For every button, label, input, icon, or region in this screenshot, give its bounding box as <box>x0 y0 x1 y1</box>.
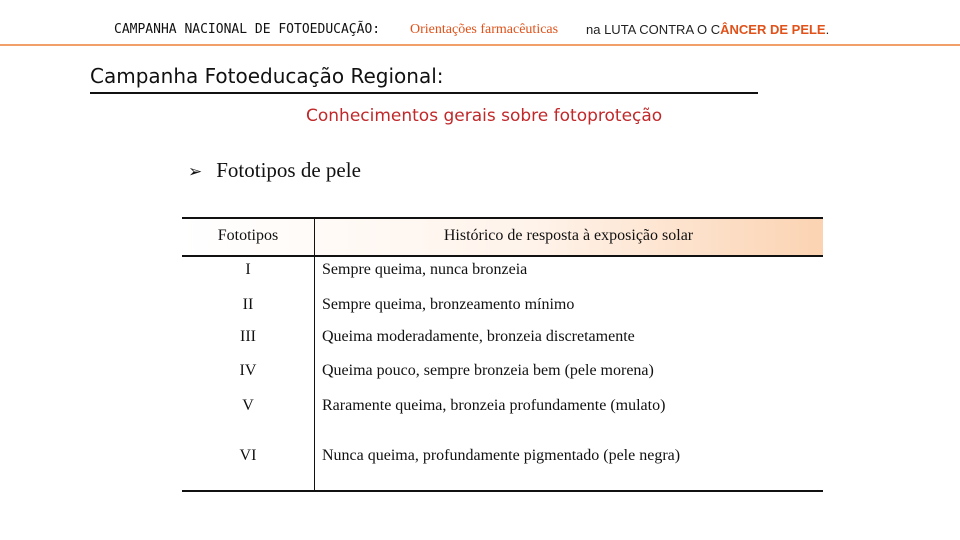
table-row <box>182 328 823 354</box>
table-header-phototypes: Fototipos <box>217 227 279 244</box>
table-header-row <box>182 217 823 257</box>
table-row <box>182 362 823 388</box>
phototype-cell: VI <box>239 447 257 464</box>
bullet-item <box>188 158 361 183</box>
table-header-history: Histórico de resposta à exposição solar <box>443 227 694 244</box>
description-cell: Raramente queima, bronzeia profundamente (mulato) <box>322 397 666 414</box>
phototype-cell: IV <box>239 362 257 379</box>
phototype-cell: I <box>245 261 251 278</box>
phototype-cell: II <box>242 296 254 313</box>
header-tagline-highlight: ÂNCER DE PELE <box>720 22 826 37</box>
header-divider <box>0 44 960 46</box>
description-cell: Queima pouco, sempre bronzeia bem (pele morena) <box>322 362 654 379</box>
bullet-text: Fototipos de pele <box>216 158 361 182</box>
table-row <box>182 447 823 473</box>
slide-header <box>0 0 960 44</box>
header-tagline-end: . <box>825 22 830 37</box>
description-cell: Queima moderadamente, bronzeia discretamente <box>322 328 635 345</box>
description-cell: Nunca queima, profundamente pigmentado (pele negra) <box>322 447 681 464</box>
header-tagline-start: na LUTA CONTRA O C <box>586 22 721 37</box>
header-campaign-name: CAMPANHA NACIONAL DE FOTOEDUCAÇÃO: <box>114 22 381 37</box>
slide-subtitle: Conhecimentos gerais sobre fotoproteção <box>306 106 663 126</box>
table-row <box>182 296 823 322</box>
slide-title: Campanha Fotoeducação Regional: <box>90 64 758 94</box>
header-subtitle: Orientações farmacêuticas <box>410 22 559 37</box>
header-tagline <box>586 22 829 37</box>
description-cell: Sempre queima, nunca bronzeia <box>322 261 528 278</box>
table-row <box>182 397 823 423</box>
phototype-cell: V <box>242 397 254 414</box>
table-row <box>182 261 823 287</box>
phototypes-table <box>182 217 823 492</box>
table-bottom-border <box>182 490 823 492</box>
arrowhead-bullet-icon: ➢ <box>188 162 203 182</box>
phototype-cell: III <box>240 328 256 345</box>
description-cell: Sempre queima, bronzeamento mínimo <box>322 296 575 313</box>
